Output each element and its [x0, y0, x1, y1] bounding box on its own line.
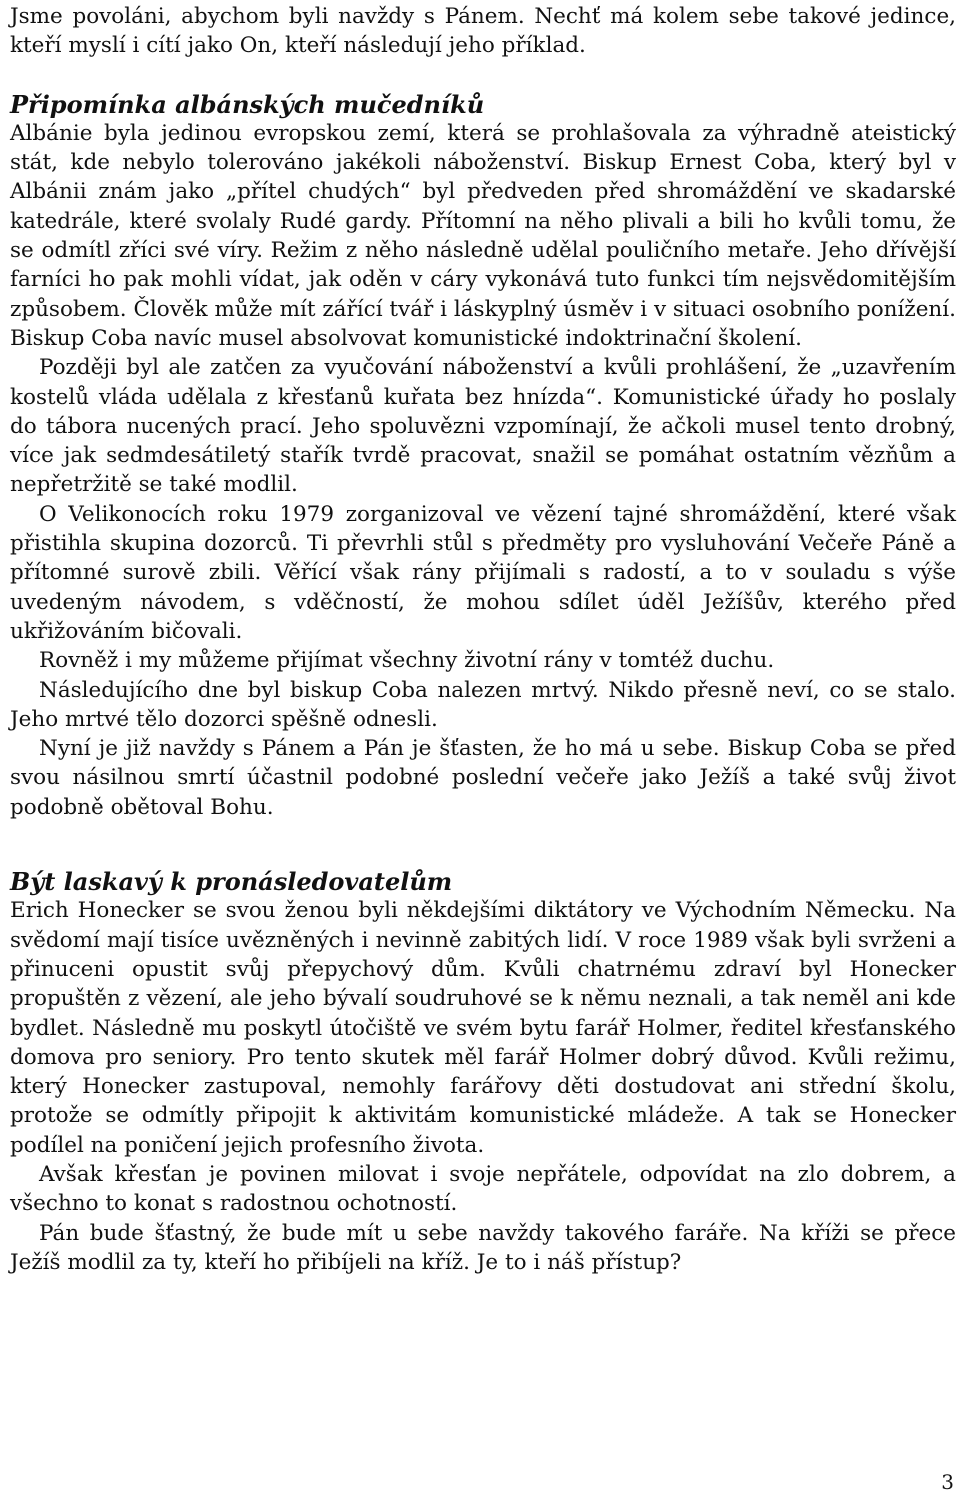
section1-paragraph-6: Nyní je již navždy s Pánem a Pán je šťasten, že ho má u sebe. Biskup Coba se před svou násilnou smrtí účastnil podobné poslední večeře jako Ježíš a také svůj život podobně obětoval Bohu. — [10, 736, 956, 820]
section-heading-albanian-martyrs: Připomínka albánských mučedníků — [10, 89, 485, 119]
intro-paragraph: Jsme povoláni, abychom byli navždy s Pánem. Nechť má kolem sebe takové jedince, kteří myslí i cítí jako On, kteří následují jeho příklad. — [10, 4, 956, 59]
page-number: 3 — [941, 1470, 954, 1494]
section1-paragraph-3: O Velikonocích roku 1979 zorganizoval ve vězení tajné shromáždění, které však přistihla skupina dozorců. Ti převrhli stůl s předměty pro vysluhování Večeře Páně a přítomné surově zbili. Věřící však rány přijímali s radostí, a to v souladu s výše uvedeným návodem, s vděčností, že mohou sdílet úděl Ježíšův, kterého před ukřižováním bičovali. — [10, 501, 956, 644]
section1-paragraph-5: Následujícího dne byl biskup Coba nalezen mrtvý. Nikdo přesně neví, co se stalo. Jeho mrtvé tělo dozorci spěšně odnesli. — [10, 677, 956, 732]
section1-paragraph-4: Rovněž i my můžeme přijímat všechny životní rány v tomtéž duchu. — [39, 648, 775, 674]
section1-paragraph-2: Později byl ale zatčen za vyučování náboženství a kvůli prohlášení, že „uzavřením kostelů vláda udělala z křesťanů kuřata bez hnízda“. Komunistické úřady ho poslaly do tábora nucených prací. Jeho spoluvězni vzpomínají, že ačkoli musel tento drobný, více jak sedmdesátiletý stařík tvrdě pracovat, snažil se pomáhat ostatním vězňům a nepřetržitě se také modlil. — [10, 355, 956, 498]
section-heading-kind-to-persecutors: Být laskavý k pronásledovatelům — [10, 867, 453, 897]
section2-paragraph-1: Erich Honecker se svou ženou byli někdejšími diktátory ve Východním Německu. Na svědomí mají tisíce uvězněných i nevinně zabitých lidí. V roce 1989 však byli svrženi a přinuceni opustit svůj přepychový dům. Kvůli chatrnému zdraví byl Honecker propuštěn z vězení, ale jeho bývalí soudruhové se k němu neznali, a tak neměl ani kde bydlet. Následně mu poskytl útočiště ve svém bytu farář Holmer, ředitel křesťanského domova pro seniory. Pro tento skutek měl farář Holmer dobrý důvod. Kvůli režimu, který Honecker zastupoval, nemohly farářovy děti dostudovat ani střední školu, protože se odmítly připojit k aktivitám komunistické mládeže. A tak se Honecker podílel na poničení jejich profesního života. — [10, 898, 956, 1158]
section2-paragraph-2: Avšak křesťan je povinen milovat i svoje nepřátele, odpovídat na zlo dobrem, a všechno to konat s radostnou ochotností. — [10, 1161, 956, 1217]
section1-paragraph-1: Albánie byla jedinou evropskou zemí, která se prohlašovala za výhradně ateistický stát, kde nebylo tolerováno jakékoli náboženství. Biskup Ernest Coba, který byl v Albánii znám jako „přítel chudých“ byl předveden před shromáždění ve skadarské katedrále, které svolaly Rudé gardy. Přítomní na něho plivali a bili ho kvůli tomu, že se odmítl zříci své víry. Režim z něho následně udělal pouličního metaře. Jeho dřívější farníci ho pak mohli vídat, jak oděn v cáry vykonává tuto funkci tím nejsvědomitějším způsobem. Člověk může mít zářící tvář i láskyplný úsměv i v situaci osobního ponížení. Biskup Coba navíc musel absolvovat komunistické indoktrinační školení. — [10, 120, 956, 351]
document-page — [10, 2, 956, 1277]
section2-paragraph-3: Pán bude šťastný, že bude mít u sebe navždy takového faráře. Na kříži se přece Ježíš modlil za ty, kteří ho přibíjeli na kříž. Je to i náš přístup? — [10, 1220, 956, 1275]
